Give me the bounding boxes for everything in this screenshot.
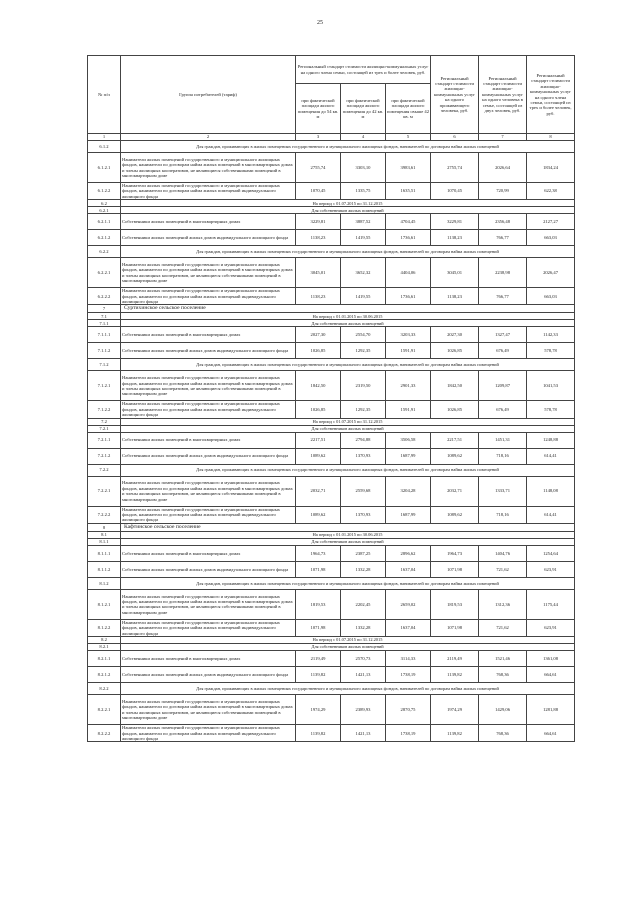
header-index: 5 xyxy=(386,134,431,141)
row-number: 6.2.2.2 xyxy=(88,288,121,305)
row-number: 7 xyxy=(88,305,121,313)
row-number: 8.1.1.2 xyxy=(88,561,121,577)
table-row xyxy=(88,258,575,288)
tariff-value: 2794,88 xyxy=(341,432,386,448)
row-number: 6.1.2 xyxy=(88,141,121,153)
row-number: 7.2.1.1 xyxy=(88,432,121,448)
tariff-value: 2026,47 xyxy=(527,258,575,288)
consumer-group-name: Наниматели жилых помещений государственного и муниципального жилищных фондов, наниматели по договорам найма жилых помещений в многоквартирных домах и члены жилищных кооперативов, не являющиеся собственниками помещений в многоквартирном доме xyxy=(121,476,296,506)
tariff-value: 1736,61 xyxy=(386,288,431,305)
tariff-value: 1138,23 xyxy=(296,230,341,246)
tariff-value: 2027,30 xyxy=(431,327,479,343)
tariff-value: 2755,74 xyxy=(431,153,479,183)
row-number: 8.1.1.1 xyxy=(88,545,121,561)
tariff-value: 721,62 xyxy=(479,619,527,636)
section-heading: Для собственников жилых помещений xyxy=(121,320,575,327)
consumer-group-name: Собственники жилых помещений в многоквартирных домах xyxy=(121,545,296,561)
section-heading-row xyxy=(88,425,575,432)
tariff-value: 1419,55 xyxy=(341,230,386,246)
section-heading-row xyxy=(88,246,575,258)
tariff-value: 3303,10 xyxy=(341,153,386,183)
tariff-value: 1312,36 xyxy=(479,589,527,619)
tariff-value: 1071,98 xyxy=(296,619,341,636)
table-row xyxy=(88,561,575,577)
tariff-value: 3652,32 xyxy=(341,258,386,288)
header-col7: Региональный стандарт стоимости жилищно-коммунальных услуг на одного человека в семье, состоящей из двух человек, руб. xyxy=(479,56,527,134)
tariff-value: 1139,82 xyxy=(296,725,341,742)
tariff-value: 1026,85 xyxy=(296,343,341,359)
table-row xyxy=(88,343,575,359)
tariff-value: 2901,33 xyxy=(386,371,431,401)
tariff-value: 768,36 xyxy=(479,725,527,742)
tariff-value: 1370,93 xyxy=(341,448,386,464)
table-row xyxy=(88,506,575,523)
row-number: 7.1.1 xyxy=(88,320,121,327)
table-row xyxy=(88,448,575,464)
section-heading-row xyxy=(88,207,575,214)
header-regional-standard: Региональный стандарт стоимости жилищно-коммунальных услуг на одного члена семьи, состоящей из трех и более человек, руб. xyxy=(296,56,431,84)
section-heading: Для собственников жилых помещений xyxy=(121,538,575,545)
consumer-group-name: Собственники жилых помещений в многоквартирных домах xyxy=(121,432,296,448)
tariff-value: 578,78 xyxy=(527,401,575,418)
tariff-value: 1138,23 xyxy=(431,288,479,305)
section-heading: Для граждан, проживающих в жилых помещениях государственного и муниципального жилищных фондов, нанимателей по договорам найма жилых помещений xyxy=(121,464,575,476)
tariff-value: 1637,04 xyxy=(386,561,431,577)
section-heading: Для собственников жилых помещений xyxy=(121,644,575,651)
table-row xyxy=(88,327,575,343)
section-heading-row xyxy=(88,577,575,589)
tariff-value: 1974,29 xyxy=(296,695,341,725)
table-row xyxy=(88,214,575,230)
tariff-value: 1421,13 xyxy=(341,725,386,742)
row-number: 7.2.1 xyxy=(88,425,121,432)
tariff-value: 1248,88 xyxy=(527,432,575,448)
tariff-value: 1419,55 xyxy=(341,288,386,305)
header-sub2: при фактической площади жилого помещения до 42 кв. м xyxy=(341,84,386,134)
header-index: 8 xyxy=(527,134,575,141)
section-heading-row xyxy=(88,313,575,320)
header-consumer-group: Группа потребителей (тариф) xyxy=(121,56,296,134)
row-number: 8.2.2.1 xyxy=(88,695,121,725)
tariff-value: 622,38 xyxy=(527,183,575,200)
consumer-group-name: Собственники жилых помещений в многоквартирных домах xyxy=(121,651,296,667)
tariff-value: 1139,82 xyxy=(296,667,341,683)
settlement-heading-row xyxy=(88,305,575,313)
tariff-value: 1138,23 xyxy=(296,288,341,305)
row-number: 7.2.2 xyxy=(88,464,121,476)
row-number: 8.1.2 xyxy=(88,577,121,589)
tariff-value: 676,49 xyxy=(479,401,527,418)
section-heading-row xyxy=(88,683,575,695)
table-row xyxy=(88,230,575,246)
tariff-value: 2387,25 xyxy=(341,545,386,561)
tariff-value: 1026,85 xyxy=(296,401,341,418)
tariff-value: 3114,33 xyxy=(386,651,431,667)
section-heading: Для собственников жилых помещений xyxy=(121,425,575,432)
row-number: 8.2.1.1 xyxy=(88,651,121,667)
tariff-value: 1591,91 xyxy=(386,401,431,418)
section-heading: Для собственников жилых помещений xyxy=(121,207,575,214)
table-row xyxy=(88,432,575,448)
tariff-value: 1089,62 xyxy=(296,506,341,523)
tariff-value: 1819,53 xyxy=(296,589,341,619)
tariff-value: 1964,73 xyxy=(296,545,341,561)
tariff-value: 3229,81 xyxy=(296,214,341,230)
tariff-value: 676,49 xyxy=(479,343,527,359)
row-number: 7.2.2.2 xyxy=(88,506,121,523)
consumer-group-name: Наниматели жилых помещений государственного и муниципального жилищных фондов, наниматели по договорам найма жилых помещений индивидуального жилищного фонда xyxy=(121,183,296,200)
table-row xyxy=(88,545,575,561)
tariff-value: 1842,50 xyxy=(431,371,479,401)
header-index: 4 xyxy=(341,134,386,141)
row-number: 6.2.2 xyxy=(88,246,121,258)
tariff-value: 2896,62 xyxy=(386,545,431,561)
row-number: 6.2.1 xyxy=(88,207,121,214)
table-row xyxy=(88,651,575,667)
tariff-value: 1071,98 xyxy=(431,561,479,577)
tariff-value: 3887,52 xyxy=(341,214,386,230)
tariff-value: 1429,06 xyxy=(479,695,527,725)
tariff-value: 623,91 xyxy=(527,619,575,636)
tariff-value: 664,61 xyxy=(527,725,575,742)
tariff-value: 2238,98 xyxy=(479,258,527,288)
tariff-value: 2026,64 xyxy=(479,153,527,183)
section-heading: На период с 01.07.2015 по 31.12.2015 xyxy=(121,637,575,644)
tariff-value: 1736,61 xyxy=(386,230,431,246)
header-number: № п/п xyxy=(88,56,121,134)
consumer-group-name: Наниматели жилых помещений государственного и муниципального жилищных фондов, наниматели по договорам найма жилых помещений в многоквартирных домах и члены жилищных кооперативов, не являющиеся собственниками помещений в многоквартирном доме xyxy=(121,371,296,401)
consumer-group-name: Собственники жилых помещений жилых домов индивидуального жилищного фонда xyxy=(121,230,296,246)
row-number: 6.2 xyxy=(88,200,121,207)
tariff-value: 2554,70 xyxy=(341,327,386,343)
tariff-value: 2559,68 xyxy=(341,476,386,506)
section-heading-row xyxy=(88,637,575,644)
section-heading-row xyxy=(88,538,575,545)
consumer-group-name: Собственники жилых помещений жилых домов индивидуального жилищного фонда xyxy=(121,343,296,359)
consumer-group-name: Собственники жилых помещений жилых домов индивидуального жилищного фонда xyxy=(121,561,296,577)
tariff-value: 663,03 xyxy=(527,230,575,246)
section-heading: На период с 01.01.2015 по 30.06.2015 xyxy=(121,313,575,320)
section-heading-row xyxy=(88,359,575,371)
tariff-value: 4704,45 xyxy=(386,214,431,230)
tariff-value: 623,91 xyxy=(527,561,575,577)
row-number: 7.1.2 xyxy=(88,359,121,371)
tariff-value: 1142,33 xyxy=(527,327,575,343)
table-row xyxy=(88,153,575,183)
tariff-value: 1070,45 xyxy=(431,183,479,200)
row-number: 7.1.1.2 xyxy=(88,343,121,359)
consumer-group-name: Наниматели жилых помещений государственного и муниципального жилищных фондов, наниматели по договорам найма жилых помещений в многоквартирных домах и члены жилищных кооперативов, не являющиеся собственниками помещений в многоквартирном доме xyxy=(121,258,296,288)
tariff-value: 2202,45 xyxy=(341,589,386,619)
table-row xyxy=(88,401,575,418)
tariff-value: 663,03 xyxy=(527,288,575,305)
row-number: 8.2 xyxy=(88,637,121,644)
row-number: 7.1.2.2 xyxy=(88,401,121,418)
row-number: 8.2.2 xyxy=(88,683,121,695)
tariff-value: 1209,87 xyxy=(479,371,527,401)
row-number: 6.2.2.1 xyxy=(88,258,121,288)
tariff-value: 2755,74 xyxy=(296,153,341,183)
tariff-value: 614,41 xyxy=(527,448,575,464)
section-heading: Для граждан, проживающих в жилых помещениях государственного и муниципального жилищных фондов, нанимателей по договорам найма жилых помещений xyxy=(121,141,575,153)
tariff-value: 2127,27 xyxy=(527,214,575,230)
tariff-value: 3045,01 xyxy=(296,258,341,288)
header-sub3: при фактической площади жилого помещения свыше 42 кв. м xyxy=(386,84,431,134)
consumer-group-name: Собственники жилых помещений в многоквартирных домах xyxy=(121,327,296,343)
tariff-value: 1089,62 xyxy=(296,448,341,464)
tariff-value: 1089,62 xyxy=(431,448,479,464)
tariff-value: 766,77 xyxy=(479,288,527,305)
row-number: 8.2.1 xyxy=(88,644,121,651)
section-heading: На период с 01.07.2015 по 31.12.2015 xyxy=(121,200,575,207)
tariff-value: 1404,76 xyxy=(479,545,527,561)
table-row xyxy=(88,589,575,619)
row-number: 6.1.2.1 xyxy=(88,153,121,183)
settlement-heading-row xyxy=(88,523,575,531)
tariff-value: 3204,28 xyxy=(386,476,431,506)
tariff-value: 1687,99 xyxy=(386,448,431,464)
consumer-group-name: Наниматели жилых помещений государственного и муниципального жилищных фондов, наниматели по договорам найма жилых помещений индивидуального жилищного фонда xyxy=(121,288,296,305)
section-heading-row xyxy=(88,531,575,538)
consumer-group-name: Наниматели жилых помещений государственного и муниципального жилищных фондов, наниматели по договорам найма жилых помещений индивидуального жилищного фонда xyxy=(121,725,296,742)
tariff-value: 2356,48 xyxy=(479,214,527,230)
row-number: 8.1.2.1 xyxy=(88,589,121,619)
consumer-group-name: Собственники жилых помещений жилых домов индивидуального жилищного фонда xyxy=(121,448,296,464)
page-number: 25 xyxy=(317,20,323,26)
table-row xyxy=(88,619,575,636)
row-number: 8.2.2.2 xyxy=(88,725,121,742)
header-col8: Региональный стандарт стоимости жилищно-коммунальных услуг на одного члена семьи, состоящей из трех и более человек, руб. xyxy=(527,56,575,134)
consumer-group-name: Собственники жилых помещений жилых домов индивидуального жилищного фонда xyxy=(121,667,296,683)
table-row xyxy=(88,725,575,742)
tariff-value: 2032,71 xyxy=(431,476,479,506)
header-index: 1 xyxy=(88,134,121,141)
section-heading-row xyxy=(88,320,575,327)
tariff-value: 1332,28 xyxy=(341,561,386,577)
table-row xyxy=(88,183,575,200)
row-number: 7.2.2.1 xyxy=(88,476,121,506)
tariff-value: 718,16 xyxy=(479,506,527,523)
tariff-value: 2027,30 xyxy=(296,327,341,343)
consumer-group-name: Наниматели жилых помещений государственного и муниципального жилищных фондов, наниматели по договорам найма жилых помещений в многоквартирных домах и члены жилищных кооперативов, не являющиеся собственниками помещений в многоквартирном доме xyxy=(121,695,296,725)
header-index: 3 xyxy=(296,134,341,141)
tariff-value: 721,62 xyxy=(479,561,527,577)
row-number: 7.1.2.1 xyxy=(88,371,121,401)
tariff-value: 1327,47 xyxy=(479,327,527,343)
tariff-value: 1070,45 xyxy=(296,183,341,200)
tariff-value: 1071,98 xyxy=(431,619,479,636)
row-number: 8.2.1.2 xyxy=(88,667,121,683)
section-heading-row xyxy=(88,464,575,476)
tariff-value: 1591,91 xyxy=(386,343,431,359)
section-heading-row xyxy=(88,141,575,153)
settlement-name: Кафтинское сельское поселение xyxy=(121,523,575,531)
row-number: 6.2.1.2 xyxy=(88,230,121,246)
tariff-value: 1139,82 xyxy=(431,667,479,683)
tariff-value: 664,61 xyxy=(527,667,575,683)
tariff-value: 1819,53 xyxy=(431,589,479,619)
consumer-group-name: Наниматели жилых помещений государственного и муниципального жилищных фондов, наниматели по договорам найма жилых помещений индивидуального жилищного фонда xyxy=(121,506,296,523)
section-heading: На период с 01.01.2015 по 30.06.2015 xyxy=(121,531,575,538)
header-index: 7 xyxy=(479,134,527,141)
tariff-value: 1637,04 xyxy=(386,619,431,636)
tariff-value: 2870,75 xyxy=(386,695,431,725)
table-row xyxy=(88,667,575,683)
section-heading-row xyxy=(88,200,575,207)
table-row xyxy=(88,695,575,725)
settlement-name: Суртихинское сельское поселение xyxy=(121,305,575,313)
tariff-value: 1332,28 xyxy=(341,619,386,636)
tariff-value: 1361,08 xyxy=(527,651,575,667)
tariff-value: 1964,73 xyxy=(431,545,479,561)
consumer-group-name: Наниматели жилых помещений государственного и муниципального жилищных фондов, наниматели по договорам найма жилых помещений индивидуального жилищного фонда xyxy=(121,401,296,418)
tariff-value: 1041,53 xyxy=(527,371,575,401)
tariff-value: 3506,58 xyxy=(386,432,431,448)
tariff-value: 2119,49 xyxy=(296,651,341,667)
tariff-value: 1148,08 xyxy=(527,476,575,506)
tariff-value: 1521,46 xyxy=(479,651,527,667)
row-number: 8.1.1 xyxy=(88,538,121,545)
tariff-value: 1421,13 xyxy=(341,667,386,683)
tariff-value: 2659,02 xyxy=(386,589,431,619)
tariff-value: 766,77 xyxy=(479,230,527,246)
tariff-value: 2217,51 xyxy=(296,432,341,448)
tariff-value: 1974,29 xyxy=(431,695,479,725)
tariff-value: 1071,98 xyxy=(296,561,341,577)
tariff-value: 1635,51 xyxy=(386,183,431,200)
tariff-value: 2319,50 xyxy=(341,371,386,401)
tariff-value: 1026,85 xyxy=(431,343,479,359)
header-index: 6 xyxy=(431,134,479,141)
tariff-value: 1292,35 xyxy=(341,401,386,418)
row-number: 8.1 xyxy=(88,531,121,538)
tariff-value: 1333,71 xyxy=(479,476,527,506)
header-index: 2 xyxy=(121,134,296,141)
tariff-value: 1451,31 xyxy=(479,432,527,448)
tariff-table xyxy=(87,55,575,742)
tariff-value: 720,99 xyxy=(479,183,527,200)
tariff-value: 1175,44 xyxy=(527,589,575,619)
row-number: 7.2 xyxy=(88,418,121,425)
header-col6: Региональный стандарт стоимости жилищно-коммунальных услуг на одного проживающего человека, руб. xyxy=(431,56,479,134)
section-heading: Для граждан, проживающих в жилых помещениях государственного и муниципального жилищных фондов, нанимателей по договорам найма жилых помещений xyxy=(121,577,575,589)
tariff-value: 2119,49 xyxy=(431,651,479,667)
header-sub1: при фактической площади жилого помещения до 54 кв. м xyxy=(296,84,341,134)
tariff-value: 1138,23 xyxy=(431,230,479,246)
tariff-value: 1335,75 xyxy=(341,183,386,200)
tariff-value: 578,78 xyxy=(527,343,575,359)
section-heading: Для граждан, проживающих в жилых помещениях государственного и муниципального жилищных фондов, нанимателей по договорам найма жилых помещений xyxy=(121,359,575,371)
tariff-value: 1834,24 xyxy=(527,153,575,183)
tariff-value: 2032,71 xyxy=(296,476,341,506)
tariff-value: 1281,88 xyxy=(527,695,575,725)
consumer-group-name: Наниматели жилых помещений государственного и муниципального жилищных фондов, наниматели по договорам найма жилых помещений в многоквартирных домах и члены жилищных кооперативов, не являющиеся собственниками помещений в многоквартирном доме xyxy=(121,153,296,183)
tariff-value: 1370,93 xyxy=(341,506,386,523)
section-heading: Для граждан, проживающих в жилых помещениях государственного и муниципального жилищных фондов, нанимателей по договорам найма жилых помещений xyxy=(121,246,575,258)
section-heading: Для граждан, проживающих в жилых помещениях государственного и муниципального жилищных фондов, нанимателей по договорам найма жилых помещений xyxy=(121,683,575,695)
tariff-value: 1292,35 xyxy=(341,343,386,359)
tariff-value: 2570,73 xyxy=(341,651,386,667)
tariff-value: 768,36 xyxy=(479,667,527,683)
tariff-value: 3045,01 xyxy=(431,258,479,288)
tariff-value: 4404,06 xyxy=(386,258,431,288)
tariff-value: 3229,81 xyxy=(431,214,479,230)
tariff-value: 1026,85 xyxy=(431,401,479,418)
consumer-group-name: Наниматели жилых помещений государственного и муниципального жилищных фондов, наниматели по договорам найма жилых помещений индивидуального жилищного фонда xyxy=(121,619,296,636)
header-index-row xyxy=(88,134,575,141)
tariff-value: 1842,50 xyxy=(296,371,341,401)
table-row xyxy=(88,288,575,305)
row-number: 8 xyxy=(88,523,121,531)
row-number: 7.2.1.2 xyxy=(88,448,121,464)
section-heading: На период с 01.07.2015 по 31.12.2015 xyxy=(121,418,575,425)
tariff-value: 3983,61 xyxy=(386,153,431,183)
tariff-value: 3203,33 xyxy=(386,327,431,343)
section-heading-row xyxy=(88,644,575,651)
consumer-group-name: Собственники жилых помещений в многоквартирных домах xyxy=(121,214,296,230)
section-heading-row xyxy=(88,418,575,425)
tariff-value: 2217,51 xyxy=(431,432,479,448)
row-number: 6.1.2.2 xyxy=(88,183,121,200)
row-number: 7.1 xyxy=(88,313,121,320)
tariff-value: 1139,82 xyxy=(431,725,479,742)
row-number: 6.2.1.1 xyxy=(88,214,121,230)
row-number: 7.1.1.1 xyxy=(88,327,121,343)
tariff-value: 1687,99 xyxy=(386,506,431,523)
tariff-value: 614,41 xyxy=(527,506,575,523)
table-row xyxy=(88,371,575,401)
tariff-value: 1738,19 xyxy=(386,725,431,742)
tariff-value: 1254,64 xyxy=(527,545,575,561)
table-row xyxy=(88,476,575,506)
tariff-value: 1089,62 xyxy=(431,506,479,523)
row-number: 8.1.2.2 xyxy=(88,619,121,636)
tariff-value: 718,16 xyxy=(479,448,527,464)
tariff-value: 2389,93 xyxy=(341,695,386,725)
consumer-group-name: Наниматели жилых помещений государственного и муниципального жилищных фондов, наниматели по договорам найма жилых помещений в многоквартирных домах и члены жилищных кооперативов, не являющиеся собственниками помещений в многоквартирном доме xyxy=(121,589,296,619)
tariff-value: 1738,19 xyxy=(386,667,431,683)
